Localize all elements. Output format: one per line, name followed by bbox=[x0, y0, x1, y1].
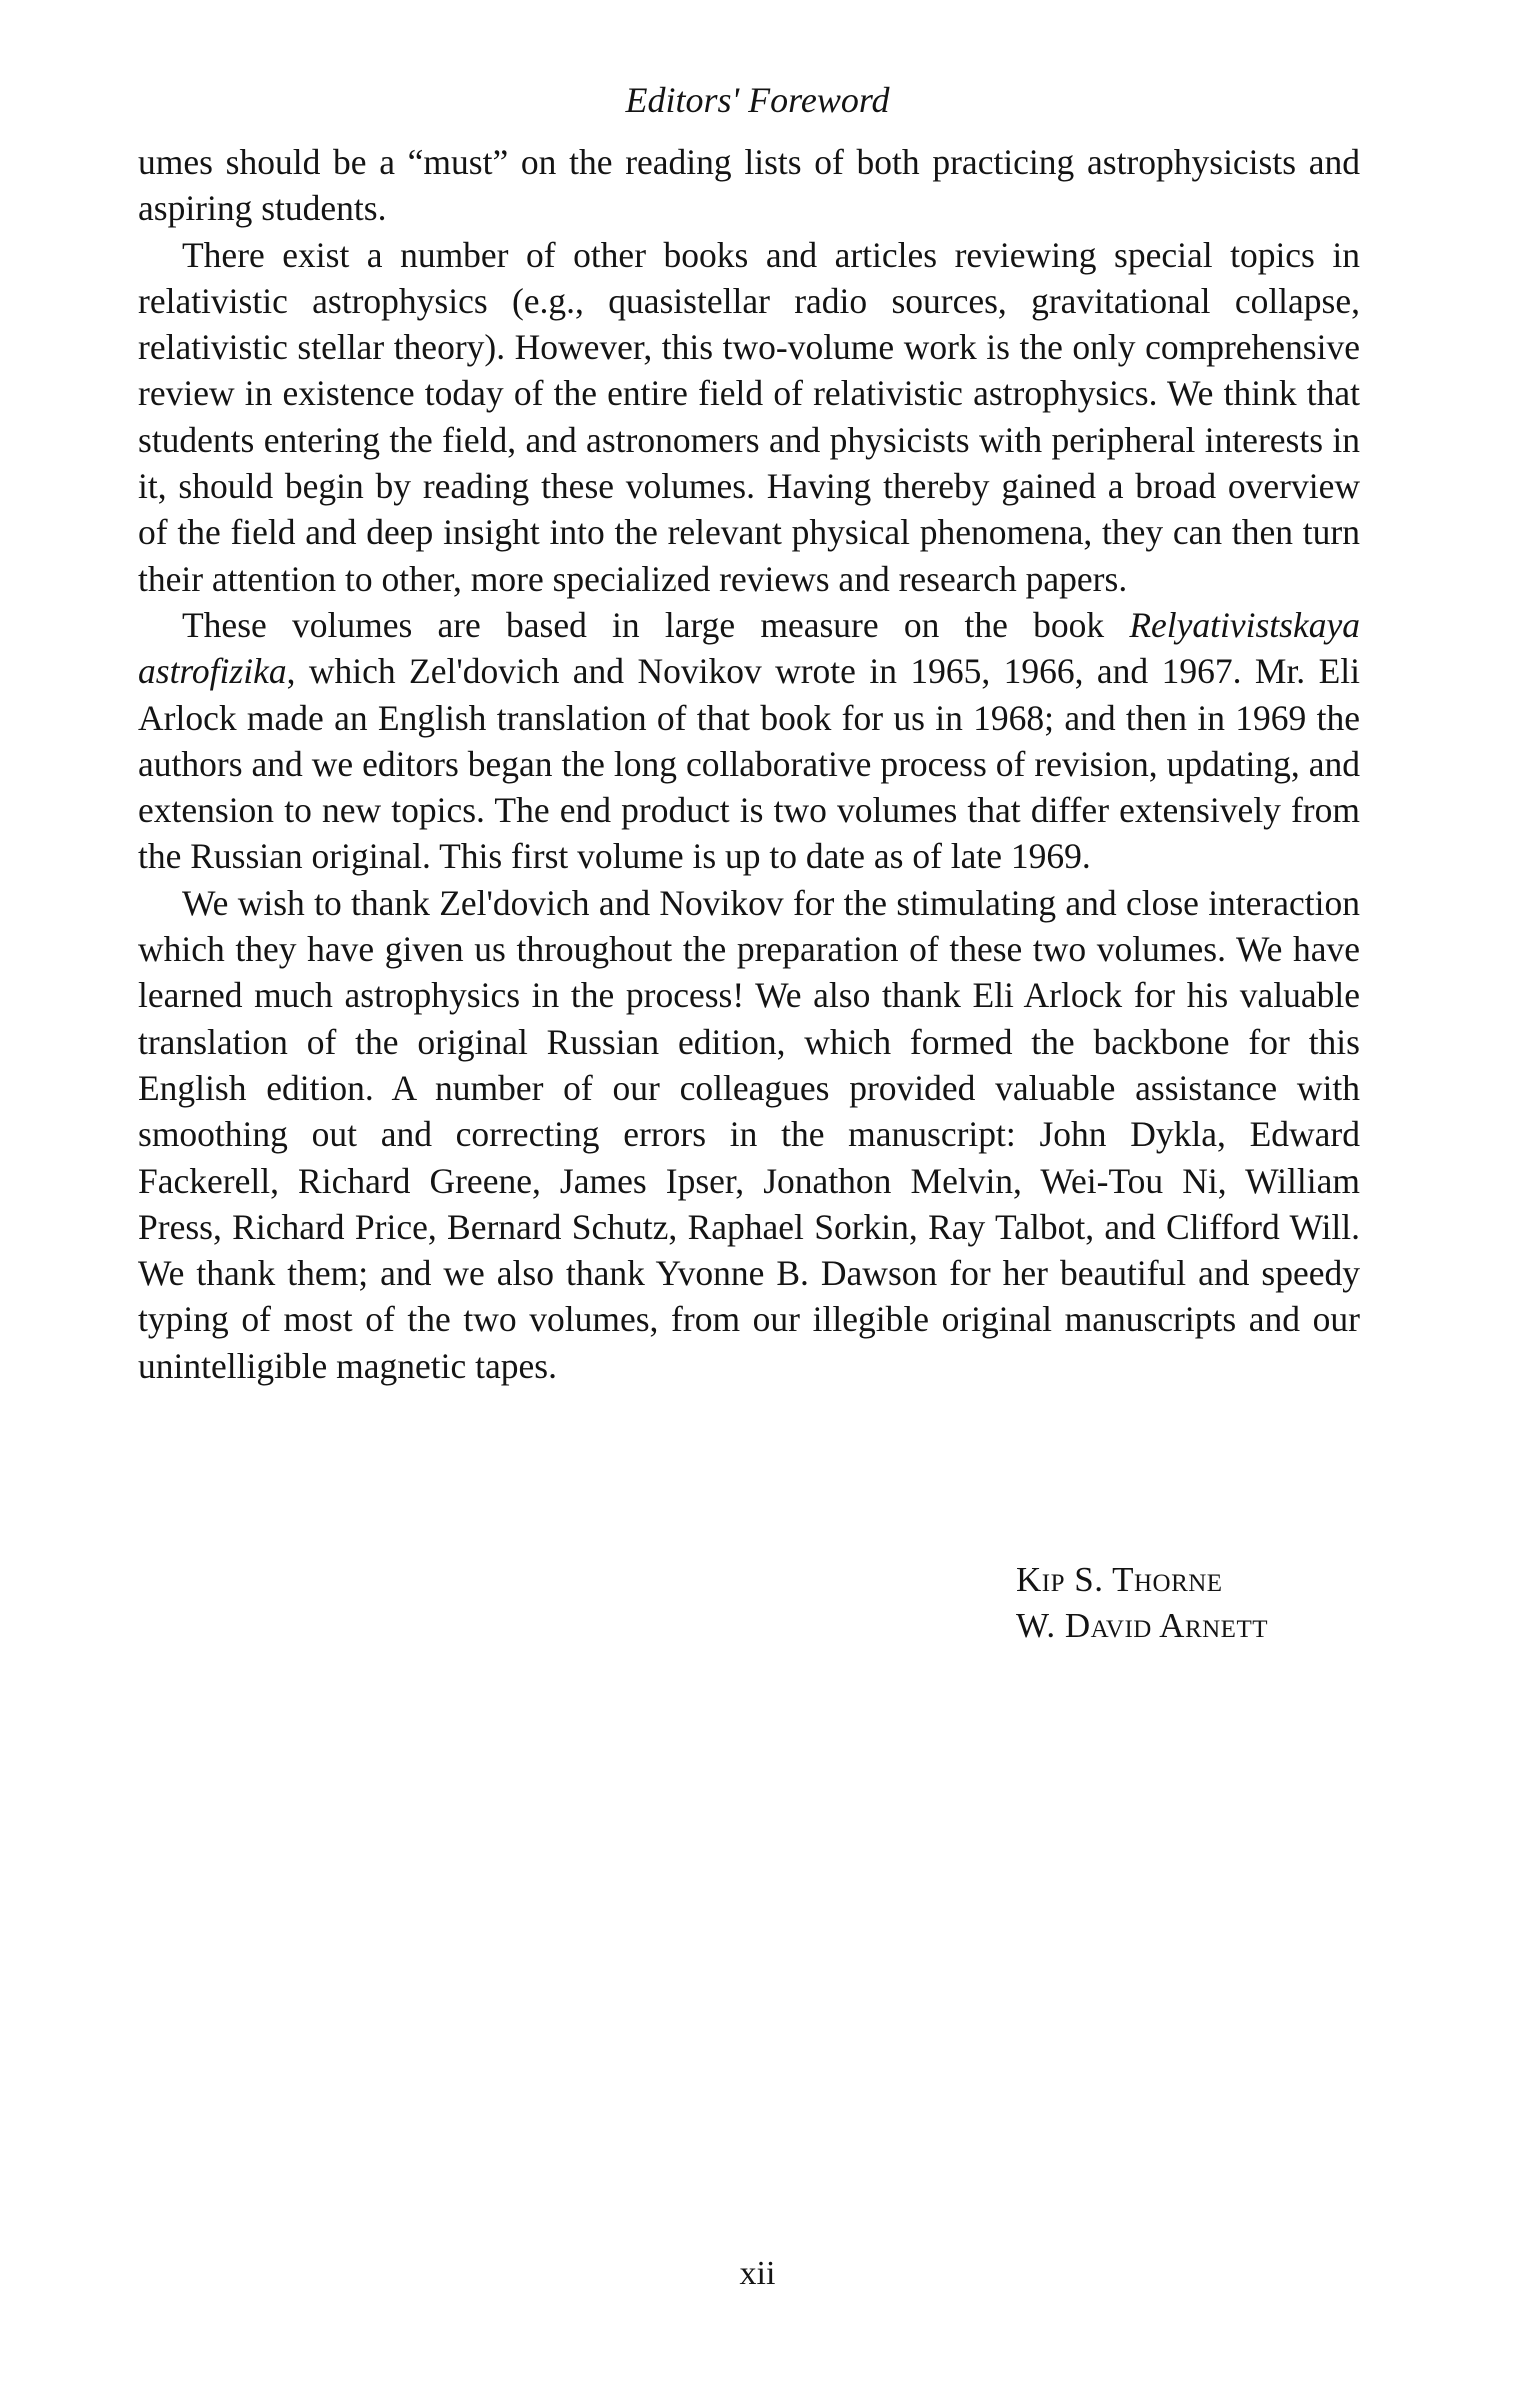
foreword-text bbox=[138, 139, 1360, 1389]
russian-book-title: Relyativistskaya astrofizika bbox=[138, 604, 1360, 692]
paragraph-continued: umes should be a “must” on the reading lists of both practicing astrophysicists and aspiring students. bbox=[138, 142, 1360, 229]
editor-name-arnett: W. David Arnett bbox=[1016, 1606, 1268, 1645]
paragraph-origin bbox=[138, 602, 1360, 880]
editor-signatures bbox=[1016, 1557, 1268, 1649]
editor-name-thorne: Kip S. Thorne bbox=[1016, 1560, 1223, 1599]
paragraph-acknowledgments: We wish to thank Zel'dovich and Novikov for the stimulating and close interaction which they have given us throughout the preparation of these two volumes. We have learned much astrophysics in the process! We also thank Eli Arlock for his valuable translation of the original Russian edition, which formed the backbone for this English edition. A number of our colleagues provided valuable assistance with smoothing out and correcting errors in the manuscript: John Dykla, Edward Fackerell, Richard Greene, James Ipser, Jonathon Melvin, Wei-Tou Ni, William Press, Richard Price, Bernard Schutz, Raphael Sorkin, Ray Talbot, and Clifford Will. We thank them; and we also thank Yvonne B. Dawson for her beautiful and speedy typing of most of the two volumes, from our illegible original manuscripts and our unintelligible magnetic tapes. bbox=[138, 882, 1360, 1386]
paragraph-other-books: There exist a number of other books and articles reviewing special topics in relativistic astrophysics (e.g., quasistellar radio sources, gravitational collapse, relativistic stellar theory). However, this two-volume work is the only comprehensive review in existence today of the entire field of relativistic astrophysics. We think that students entering the field, and astronomers and physicists with peripheral interests in it, should begin by reading these volumes. Having thereby gained a broad overview of the field and deep insight into the relevant physical phenomena, they can then turn their attention to other, more specialized reviews and research papers. bbox=[138, 234, 1360, 599]
page-number: xii bbox=[739, 2255, 776, 2292]
origin-text-after-title: , which Zel'dovich and Novikov wrote in 1965, 1966, and 1967. Mr. Eli Arlock made an English translation of that book for us in 1968; and then in 1969 the authors and we editors began the long collaborative process of revision, updating, and extension to new topics. The end product is two volumes that differ extensively from the Russian original. This first volume is up to date as of late 1969. bbox=[138, 651, 1360, 877]
origin-text-before-title: These volumes are based in large measure on the book bbox=[182, 604, 1130, 645]
running-head: Editors' Foreword bbox=[625, 80, 890, 120]
